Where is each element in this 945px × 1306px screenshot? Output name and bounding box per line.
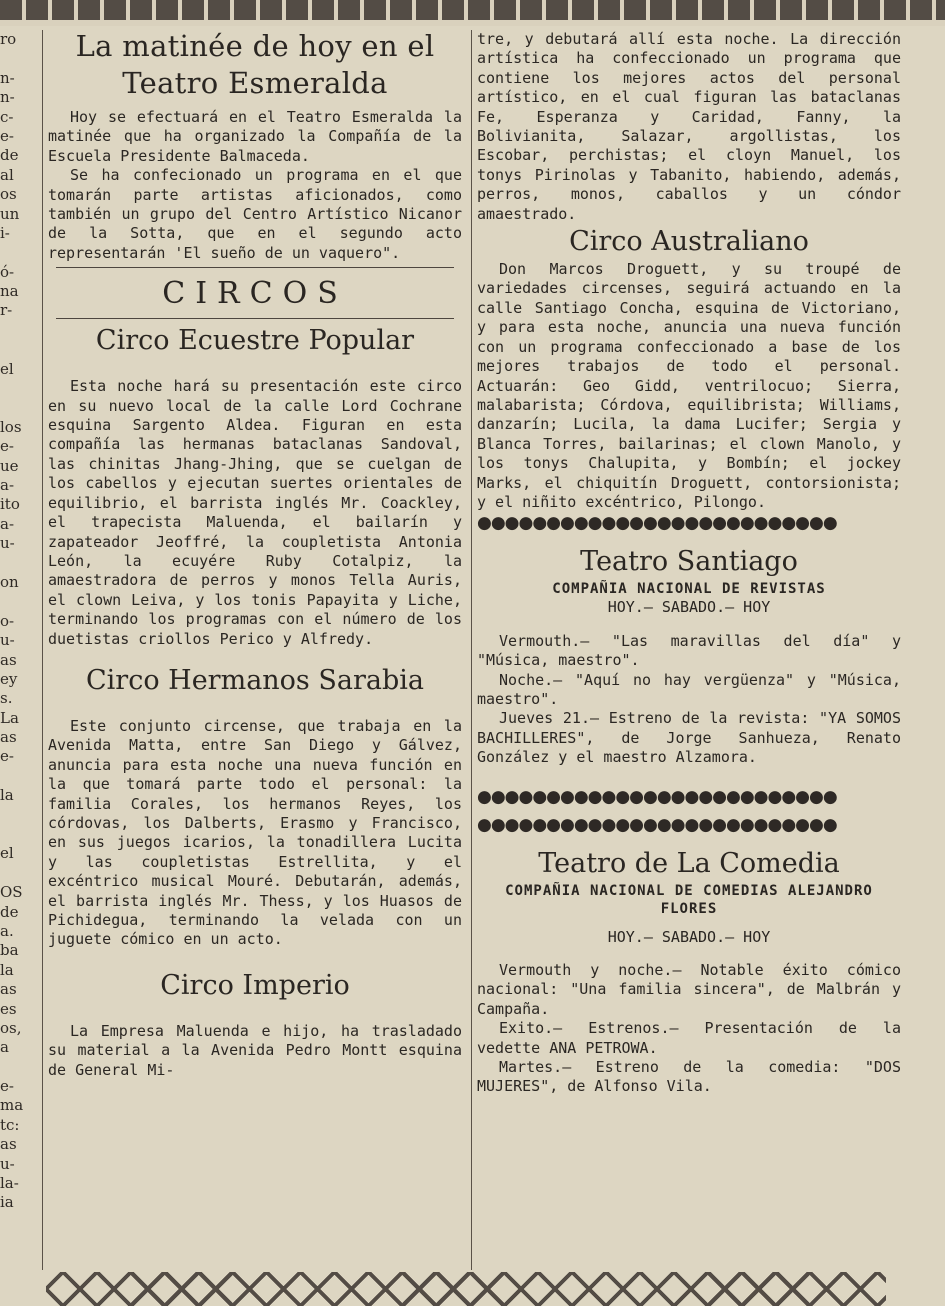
fragment-line: los [0,417,22,436]
fragment-line [0,864,36,883]
comedia-title: Teatro de La Comedia [538,847,840,879]
australiano-title: Circo Australiano [569,226,809,258]
fragment-line [0,398,36,417]
bottom-decorative-border [46,1272,886,1306]
fragment-line: os [0,185,17,204]
fragment-line: c- [0,107,14,126]
fragment-line: la- [0,1174,19,1193]
fragment-line: o- [0,611,15,630]
fragment-line: r- [0,301,13,320]
australiano-paragraph: Don Marcos Droguett, y su troupé de variedades circenses, seguirá actuando en la calle Santiago Concha, esquina de Victoriano, y para esta noche, anuncia una nueva función con un programa confeccionado a base de los mejores trabajos de todo el personal. Actuarán: Geo Gidd, ventrilocuo; Sierra, malabarista; Córdova, equilibrista; Williams, danzarín; Lucila, la dama Lucifer; Sergia y Blanca Torres, bailarinas; el clown Manolo, y los tonys Chalupita, y Bombín; el jockey Marks, el chiquitín Droguett, contorsionista; y el niñito excéntrico, Pilongo. [477,260,901,511]
fragment-line: ro [0,30,17,48]
dotted-divider: ●●●●●●●●●●●●●●●●●●●●●●●●●● [477,814,837,835]
fragment-line [0,340,36,359]
fragment-line: a [0,1038,9,1057]
fragment-line [0,1058,36,1077]
fragment-line: la [0,786,14,805]
fragment-line: ma [0,1096,24,1115]
column-rule-middle [471,30,472,1270]
fragment-line: ó- [0,262,15,281]
santiago-vermouth: Vermouth.— "Las maravillas del día" y "Música, maestro". [477,631,901,670]
fragment-line: ey [0,669,18,688]
fragment-line: la [0,960,14,979]
dotted-divider: ●●●●●●●●●●●●●●●●●●●●●●●●●● [477,786,837,807]
fragment-line: a. [0,921,14,940]
fragment-line: a- [0,475,15,494]
sarabia-title: Circo Hermanos Sarabia [86,664,424,696]
santiago-company: COMPAÑIA NACIONAL DE REVISTAS [552,581,826,598]
fragment-line: de [0,146,19,165]
left-column-fragment [0,30,36,1270]
divider [56,318,454,319]
fragment-line: i- [0,223,10,242]
divider [56,267,454,268]
fragment-line [0,767,36,786]
comedia-hoy: HOY.— SABADO.— HOY [607,927,771,946]
fragment-line: ito [0,495,20,514]
santiago-title: Teatro Santiago [580,546,798,578]
fragment-line: os, [0,1018,22,1037]
fragment-line: as [0,728,17,747]
santiago-hoy: HOY.— SABADO.— HOY [607,598,771,617]
fragment-line: u- [0,534,15,553]
fragment-line [0,243,36,262]
fragment-line: on [0,572,19,591]
fragment-line: e- [0,747,14,766]
imperio-title: Circo Imperio [160,969,350,1001]
fragment-line: u- [0,1154,15,1173]
fragment-line: un [0,204,20,223]
esmeralda-title: La matinée de hoy en el Teatro Esmeralda [75,29,435,100]
fragment-line: al [0,165,14,184]
santiago-jueves: Jueves 21.— Estreno de la revista: "YA SOMOS BACHILLERES", de Jorge Sanhueza, Renato González y el maestro Alzamora. [477,709,901,767]
fragment-line: ue [0,456,19,475]
fragment-line: e- [0,437,14,456]
esmeralda-paragraph-2: Se ha confecionado un programa en el que tomarán parte artistas aficionados, como también un grupo del Centro Artístico Nicanor de la Sotta, que en el segundo acto representarán 'El sueño de un vaquero". [48,166,462,262]
fragment-line [0,825,36,844]
fragment-line: La [0,708,19,727]
comedia-exito: Exito.— Estrenos.— Presentación de la vedette ANA PETROWA. [477,1019,901,1057]
fragment-line: as [0,650,17,669]
fragment-line: e- [0,1077,14,1096]
fragment-line: n- [0,68,15,87]
fragment-line [0,321,36,340]
fragment-line: ba [0,941,19,960]
imperio-continued: tre, y debutará allí esta noche. La dirección artística ha confeccionado un programa que contiene los mejores actos del personal artístico, en el cual figuran las bataclanas Fe, Esperanza y Caridad, Fanny, la Bolivianita, Salazar, argollistas, los Escobar, perchistas; el cloyn Manuel, los tonys Pirinolas y Tabanito, habiendo, además, perros, monos, caballos y un cóndor amaestrado. [477,30,901,223]
fragment-line: el [0,844,14,863]
fragment-line: tc: [0,1115,20,1134]
ecuestre-paragraph: Esta noche hará su presentación este circo en su nuevo local de la calle Lord Cochrane esquina Sargento Aldea. Figuran en esta compañía las hermanas bataclanas Sandoval, las chinitas Jhang-Jhing, que se cuelgan de los cabellos y ejecutan suertes orientales de equilibrio, el barrista inglés Mr. Coackley, el trapecista Maluenda, el bailarín y zapateador Jeoffré, la coupletista Antonia León, la ecuyére Ruby Cotalpiz, la amaestradora de perros y monos Tella Auris, el clown Leiva, y los tonis Papayita y Liche, terminando los programas con el número de los duetistas criollos Perico y Alfredy. [48,377,462,648]
column-two [477,30,901,1272]
fragment-line: el [0,359,14,378]
sarabia-paragraph: Este conjunto circense, que trabaja en la Avenida Matta, entre San Diego y Gálvez, anuncia para esta noche una nueva función en la que tomará parte todo el personal: la familia Corales, los hermanos Reyes, los córdovas, los Dalberts, Erasmo y Francisco, en sus juegos icarios, la tonadillera Lucita y las coupletistas Estrellita, y el excéntrico musical Mouré. Debutarán, además, el barrista inglés Mr. Thess, y los Huasos de Pichidegua, terminando la velada con un juguete cómico en un acto. [48,716,462,949]
top-decorative-border [0,0,945,26]
fragment-line: u- [0,631,15,650]
imperio-paragraph: La Empresa Maluenda e hijo, ha trasladado su material a la Avenida Pedro Montt esquina de General Mi- [48,1021,462,1079]
comedia-vermouth: Vermouth y noche.— Notable éxito cómico nacional: "Una familia sincera", de Malbrán y Campaña. [477,961,901,1018]
fragment-line: OS [0,883,23,902]
fragment-line [0,379,36,398]
fragment-line: n- [0,88,15,107]
fragment-line: de [0,902,19,921]
fragment-line: e- [0,126,14,145]
fragment-line [0,49,36,68]
column-rule-left [42,30,43,1270]
fragment-line: es [0,999,17,1018]
fragment-line [0,806,36,825]
fragment-line [0,554,36,573]
fragment-line: a- [0,514,15,533]
comedia-martes: Martes.— Estreno de la comedia: "DOS MUJERES", de Alfonso Vila. [477,1058,901,1096]
circos-section-heading: CIRCOS [162,276,348,312]
esmeralda-paragraph-1: Hoy se efectuará en el Teatro Esmeralda la matinée que ha organizado la Compañía de la Escuela Presidente Balmaceda. [48,108,462,165]
fragment-line [0,592,36,611]
dotted-divider: ●●●●●●●●●●●●●●●●●●●●●●●●●● [477,513,837,534]
fragment-line: as [0,1135,17,1154]
fragment-line: as [0,980,17,999]
fragment-line: ia [0,1193,14,1212]
santiago-noche: Noche.— "Aquí no hay vergüenza" y "Música, maestro". [477,670,901,708]
column-one [48,28,462,1272]
fragment-line: na [0,282,19,301]
fragment-line: s. [0,689,13,708]
ecuestre-title: Circo Ecuestre Popular [95,325,415,357]
comedia-company: COMPAÑIA NACIONAL DE COMEDIAS ALEJANDRO FLORES [505,882,873,917]
